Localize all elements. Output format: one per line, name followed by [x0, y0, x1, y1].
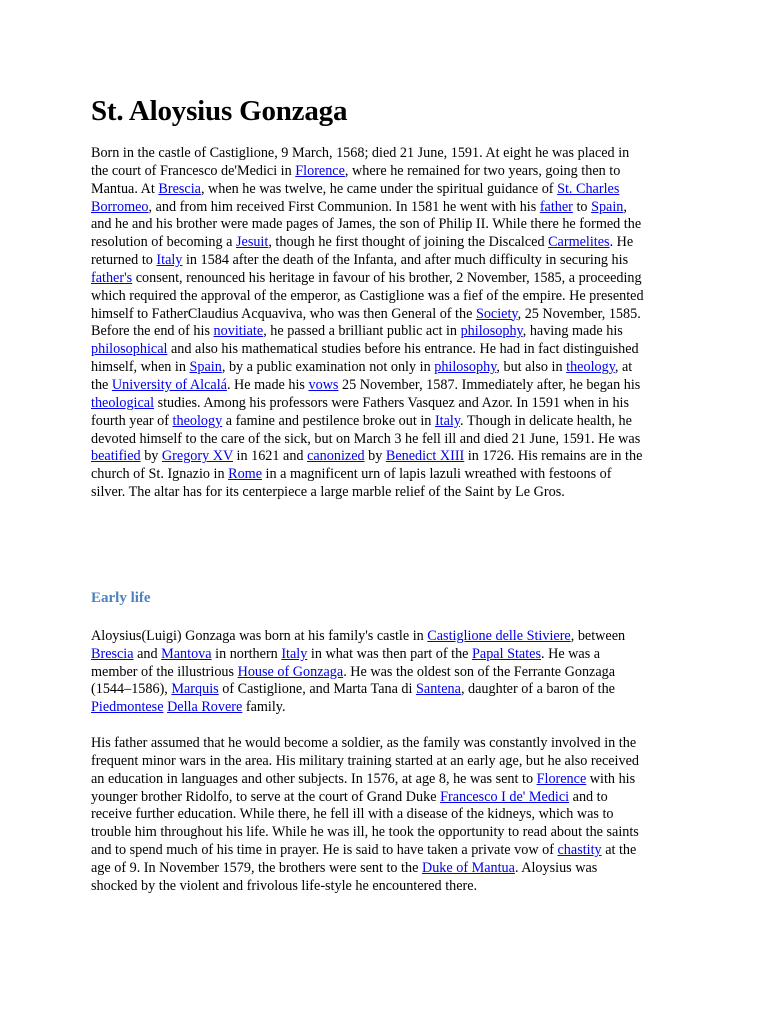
text-line [91, 270, 677, 288]
inline-link[interactable]: canonized [307, 448, 365, 465]
text-segment: which required the approval of the emperor, as Castiglione was a fief of the empire. He presented [91, 287, 644, 304]
text-segment: in 1621 and [232, 448, 308, 465]
text-segment: in northern [211, 645, 282, 662]
text-line [91, 842, 677, 860]
inline-link[interactable]: Florence [536, 770, 587, 787]
text-segment: to [572, 198, 592, 215]
inline-link[interactable]: Benedict XIII [385, 448, 465, 465]
text-line [91, 199, 677, 217]
text-segment: , between [570, 627, 626, 644]
text-line [91, 824, 677, 842]
inline-link[interactable]: St. Charles [557, 180, 620, 197]
text-line [91, 306, 677, 324]
text-line [91, 216, 677, 234]
text-segment: in what was then part of the [307, 645, 473, 662]
text-segment: by [364, 448, 386, 465]
text-segment: Before the end of his [91, 323, 214, 340]
inline-link[interactable]: Mantova [161, 645, 212, 662]
text-segment: Born in the castle of Castiglione, 9 March, 1568; died 21 June, 1591. At eight he was placed in [91, 145, 630, 161]
inline-link[interactable]: theology [172, 412, 223, 429]
page-title: St. Aloysius Gonzaga [91, 95, 348, 127]
text-segment: an education in languages and other subjects. In 1576, at age 8, he was sent to [91, 770, 537, 787]
inline-link[interactable]: Rome [228, 466, 262, 483]
section-heading-early-life: Early life [91, 589, 151, 606]
text-line [91, 163, 677, 181]
inline-link[interactable]: Francesco I de' Medici [440, 788, 570, 805]
inline-link[interactable]: House of Gonzaga [237, 663, 344, 680]
text-segment: and also his mathematical studies before his entrance. He had in fact distinguished [167, 341, 639, 358]
inline-link[interactable]: philosophical [91, 341, 168, 358]
text-segment: with his [586, 770, 636, 787]
intro-paragraph [91, 145, 677, 502]
text-segment: a famine and pestilence broke out in [222, 412, 435, 429]
text-segment: church of St. Ignazio in [91, 466, 229, 483]
text-segment: and [133, 645, 162, 662]
inline-link[interactable]: Italy [156, 252, 183, 269]
text-line [91, 145, 677, 163]
inline-link[interactable]: Borromeo [91, 198, 149, 215]
text-line [91, 699, 677, 717]
text-segment: shocked by the violent and frivolous life-style he encountered there. [91, 877, 478, 894]
inline-link[interactable]: Gregory XV [161, 448, 233, 465]
text-segment: 25 November, 1587. Immediately after, he began his [338, 376, 641, 393]
text-segment: . He was a [540, 645, 601, 662]
inline-link[interactable]: Della Rovere [167, 699, 243, 716]
inline-link[interactable]: Italy [434, 412, 461, 429]
text-line [91, 252, 677, 270]
text-line [91, 860, 677, 878]
text-segment: , having made his [522, 323, 623, 340]
inline-link[interactable]: Marquis [171, 681, 219, 698]
text-line [91, 448, 677, 466]
inline-link[interactable]: Carmelites [548, 234, 610, 251]
text-segment: himself to FatherClaudius Acquaviva, who was then General of the [91, 305, 476, 322]
text-segment: younger brother Ridolfo, to serve at the court of Grand Duke [91, 788, 441, 805]
inline-link[interactable]: theological [91, 394, 155, 411]
inline-link[interactable]: chastity [557, 842, 602, 859]
text-line [91, 681, 677, 699]
text-segment: , by a public examination not only in [221, 359, 435, 376]
text-segment: family. [242, 699, 286, 716]
inline-link[interactable]: Italy [281, 645, 308, 662]
inline-link[interactable]: Brescia [91, 645, 134, 662]
text-segment: . Aloysius was [514, 860, 598, 876]
inline-link[interactable]: Society [475, 305, 518, 322]
text-segment: Mantua. At [91, 180, 159, 197]
text-segment: . He made his [226, 376, 309, 393]
text-segment: member of the illustrious [91, 663, 238, 680]
text-segment: of Castiglione, and Marta Tana di [218, 681, 417, 698]
text-segment: , but also in [496, 359, 567, 376]
text-segment: , and from him received First Communion. In 1581 he went with his [148, 198, 540, 215]
text-line [91, 646, 677, 664]
inline-link[interactable]: vows [308, 376, 339, 393]
text-line [91, 628, 677, 646]
text-line [91, 359, 677, 377]
inline-link[interactable]: beatified [91, 448, 141, 465]
inline-link[interactable]: Duke of Mantua [421, 860, 515, 876]
text-segment: in a magnificent urn of lapis lazuli wreathed with festoons of [262, 466, 612, 483]
text-line [91, 431, 677, 449]
text-line [91, 806, 677, 824]
text-segment: and to spend much of his time in prayer. He is said to have taken a private vow of [91, 842, 558, 859]
early-life-paragraph-1 [91, 628, 677, 717]
text-line [91, 413, 677, 431]
text-line [91, 288, 677, 306]
text-segment: studies. Among his professors were Fathers Vasquez and Azor. In 1591 when in his [154, 394, 629, 411]
inline-link[interactable]: novitiate [213, 323, 264, 340]
text-line [91, 789, 677, 807]
text-segment: fourth year of [91, 412, 173, 429]
text-segment: , where he remained for two years, going then to [344, 162, 621, 179]
text-segment: the [91, 376, 112, 393]
text-segment: . He [609, 234, 634, 251]
text-line [91, 181, 677, 199]
inline-link[interactable]: Piedmontese [91, 699, 164, 716]
text-segment: , at [614, 359, 633, 376]
text-segment: consent, renounced his heritage in favour of his brother, 2 November, 1585, a proceeding [132, 269, 642, 286]
text-segment: in 1584 after the death of the Infanta, and after much difficulty in securing his [182, 252, 629, 269]
text-line [91, 323, 677, 341]
early-life-paragraph-2 [91, 735, 677, 896]
text-segment: and to [569, 788, 608, 805]
text-line [91, 878, 677, 896]
text-segment: . Though in delicate health, he [460, 412, 632, 429]
text-segment: by [140, 448, 162, 465]
text-line [91, 341, 677, 359]
text-segment: returned to [91, 252, 157, 269]
text-segment: trouble him throughout his life. While he was ill, he took the opportunity to read about the saints [91, 824, 639, 841]
text-line [91, 395, 677, 413]
text-segment: and he and his brother were made pages of James, the son of Philip II. While there he formed the [91, 216, 642, 233]
text-segment: His father assumed that he would become a soldier, as the family was constantly involved in the [91, 735, 637, 752]
inline-link[interactable]: theology [566, 359, 615, 376]
text-line [91, 735, 677, 753]
inline-link[interactable]: Jesuit [236, 234, 269, 251]
inline-link[interactable]: Castiglione delle Stiviere [427, 627, 571, 644]
text-line [91, 377, 677, 395]
text-segment: , [623, 198, 627, 215]
text-line [91, 466, 677, 484]
inline-link[interactable]: father [539, 198, 573, 215]
inline-link[interactable]: father's [91, 269, 133, 286]
text-segment: , he passed a brilliant public act in [263, 323, 461, 340]
text-segment: , daughter of a baron of the [460, 681, 615, 698]
inline-link[interactable]: University of Alcalá [111, 376, 227, 393]
text-segment: Aloysius(Luigi) Gonzaga was born at his family's castle in [91, 627, 428, 644]
inline-link[interactable]: Brescia [158, 180, 201, 197]
text-segment: silver. The altar has for its centerpiece a large marble relief of the Saint by Le Gros. [91, 484, 565, 501]
text-segment: , when he was twelve, he came under the spiritual guidance of [200, 180, 558, 197]
text-line [91, 234, 677, 252]
text-segment: resolution of becoming a [91, 234, 236, 251]
inline-link[interactable]: Santena [416, 681, 461, 698]
text-segment: . He was the oldest son of the Ferrante Gonzaga [343, 663, 616, 680]
text-segment: himself, when in [91, 359, 190, 376]
text-line [91, 484, 677, 502]
inline-link[interactable]: philosophy [460, 323, 523, 340]
text-segment: devoted himself to the care of the sick, but on March 3 he fell ill and died 21 June, 1591. He was [91, 430, 641, 447]
inline-link[interactable]: Spain [591, 198, 624, 215]
text-line [91, 664, 677, 682]
text-segment: , though he first thought of joining the Discalced [268, 234, 549, 251]
text-segment: receive further education. While there, he fell ill with a disease of the kidneys, which was to [91, 806, 614, 823]
text-line [91, 753, 677, 771]
text-segment: , 25 November, 1585. [517, 305, 641, 322]
text-segment: frequent minor wars in the area. His military training started at an early age, but he also received [91, 752, 639, 769]
inline-link[interactable]: Spain [189, 359, 222, 376]
text-segment: age of 9. In November 1579, the brothers were sent to the [91, 860, 422, 876]
text-line [91, 771, 677, 789]
text-segment: at the [601, 842, 637, 859]
text-segment: in 1726. His remains are in the [464, 448, 643, 465]
text-segment: the court of Francesco de'Medici in [91, 162, 296, 179]
text-segment: (1544–1586), [91, 681, 172, 698]
inline-link[interactable]: Papal States [472, 645, 541, 662]
inline-link[interactable]: philosophy [434, 359, 497, 376]
inline-link[interactable]: Florence [295, 162, 345, 179]
